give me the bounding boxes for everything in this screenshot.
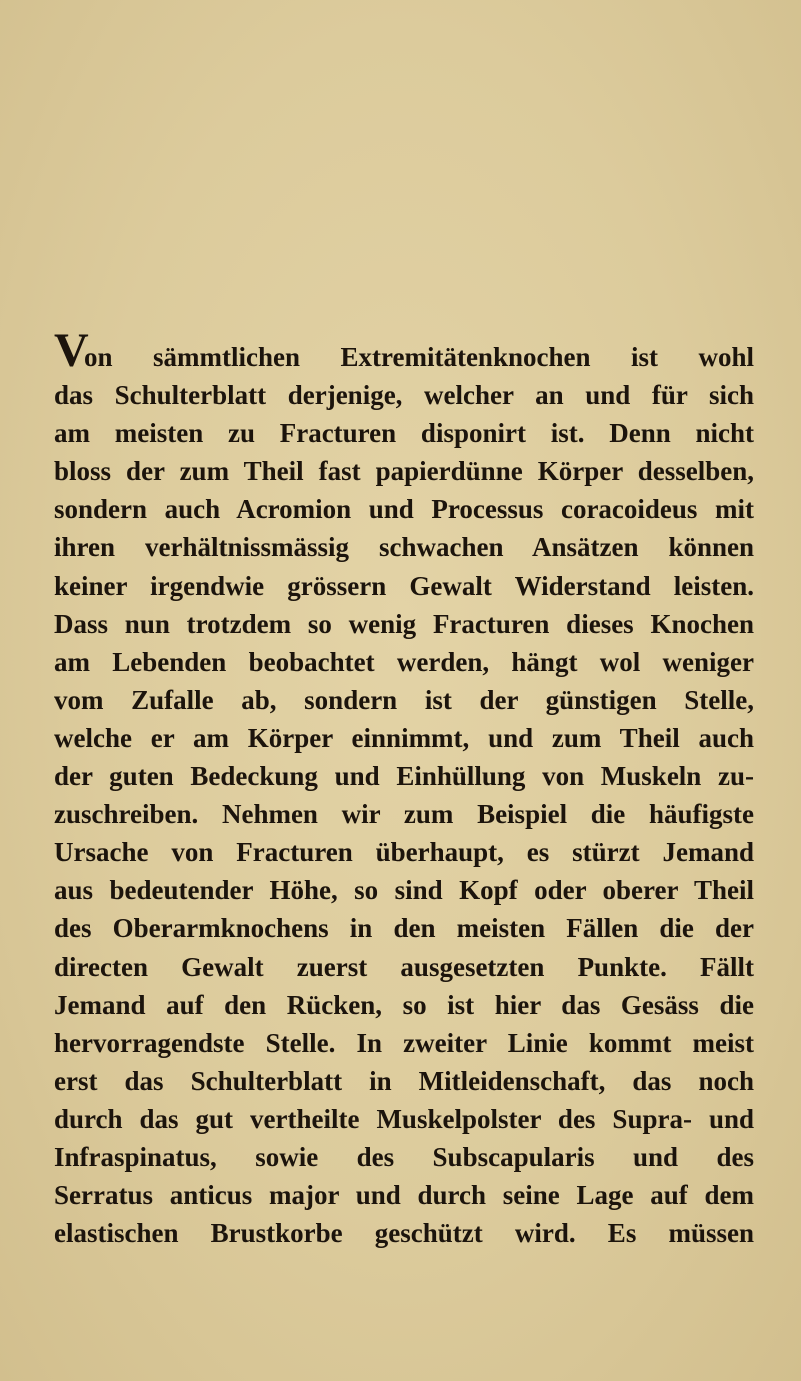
body-text — [54, 324, 754, 1252]
text-line-7: keiner irgendwie grössern Gewalt Widerstand leisten. — [54, 570, 754, 601]
text-line-21: durch das gut vertheilte Muskelpolster des Supra- und — [54, 1103, 754, 1134]
text-line-17: directen Gewalt zuerst ausgesetzten Punkte. Fällt — [54, 951, 754, 982]
text-line-3: am meisten zu Fracturen disponirt ist. Denn nicht — [54, 418, 754, 449]
text-line-8: Dass nun trotzdem so wenig Fracturen dieses Knochen — [54, 608, 754, 639]
text-line-11: welche er am Körper einnimmt, und zum Theil auch — [54, 722, 754, 753]
text-line-16: des Oberarmknochens in den meisten Fällen die der — [54, 913, 754, 944]
text-line-1 — [54, 324, 754, 377]
text-line-1-content: on sämmtlichen Extremitätenknochen ist wohl — [84, 342, 754, 372]
text-line-14: Ursache von Fracturen überhaupt, es stürzt Jemand — [54, 837, 754, 868]
text-line-13: zuschreiben. Nehmen wir zum Beispiel die häufigste — [54, 799, 754, 830]
text-line-10: vom Zufalle ab, sondern ist der günstigen Stelle, — [54, 684, 754, 715]
text-line-23: Serratus anticus major und durch seine Lage auf dem — [54, 1180, 754, 1211]
text-line-24: elastischen Brustkorbe geschützt wird. Es müssen — [54, 1218, 754, 1249]
drop-cap: V — [54, 324, 89, 377]
text-line-4: bloss der zum Theil fast papierdünne Körper desselben, — [54, 456, 754, 487]
text-line-5: sondern auch Acromion und Processus coracoideus mit — [54, 494, 754, 525]
text-line-6: ihren verhältnissmässig schwachen Ansätzen können — [54, 532, 754, 563]
text-line-20: erst das Schulterblatt in Mitleidenschaft, das noch — [54, 1065, 754, 1096]
text-line-9: am Lebenden beobachtet werden, hängt wol weniger — [54, 646, 754, 677]
text-line-22: Infraspinatus, sowie des Subscapularis und des — [54, 1141, 754, 1172]
text-line-19: hervorragendste Stelle. In zweiter Linie kommt meist — [54, 1027, 754, 1058]
text-line-12: der guten Bedeckung und Einhüllung von Muskeln zu- — [54, 761, 754, 792]
text-line-2: das Schulterblatt derjenige, welcher an und für sich — [54, 380, 754, 411]
text-line-15: aus bedeutender Höhe, so sind Kopf oder oberer Theil — [54, 875, 754, 906]
text-line-18: Jemand auf den Rücken, so ist hier das Gesäss die — [54, 989, 754, 1020]
